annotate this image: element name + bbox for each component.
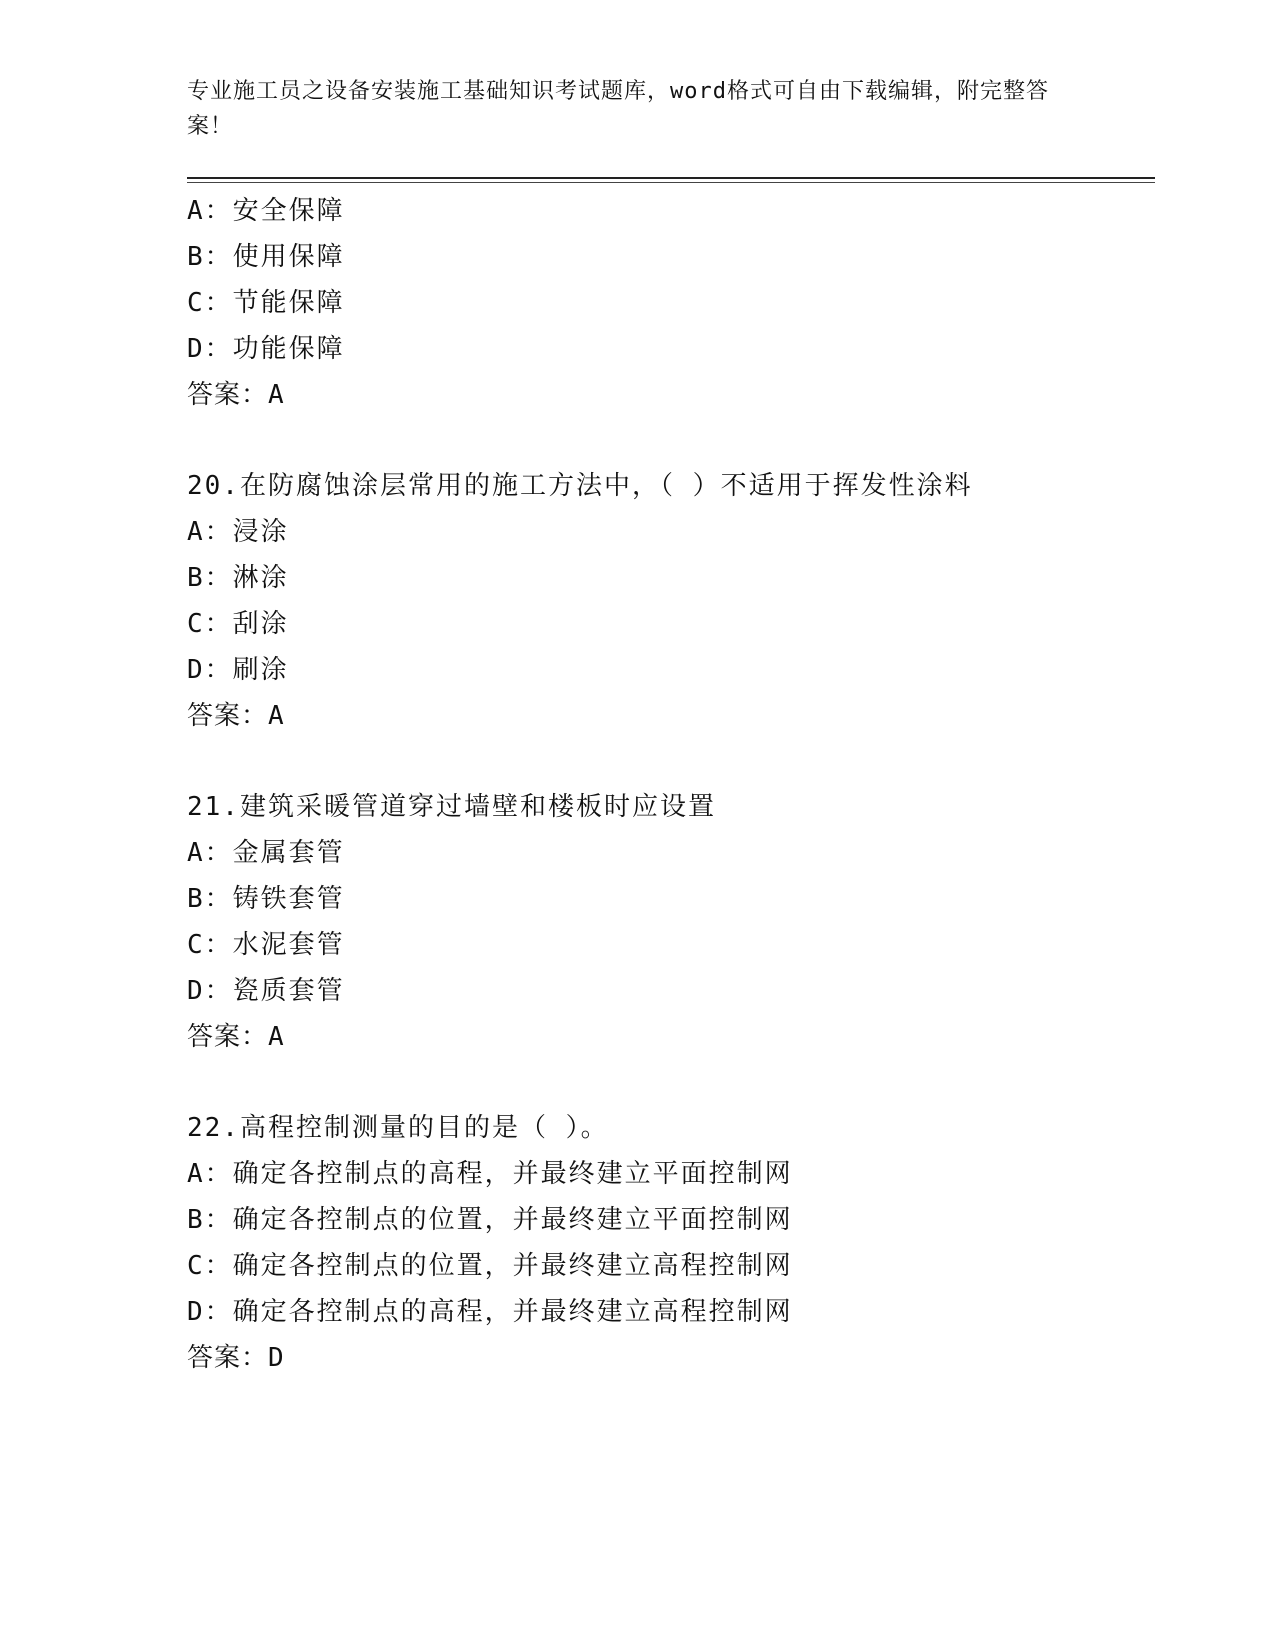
spacer [187, 1060, 1155, 1105]
question-list [187, 188, 1155, 1381]
option-d: D：瓷质套管 [187, 976, 345, 1006]
option-d: D：确定各控制点的高程，并最终建立高程控制网 [187, 1297, 793, 1327]
option-c: C：刮涂 [187, 609, 289, 639]
option-d: D：功能保障 [187, 334, 345, 364]
option-b: B：淋涂 [187, 563, 289, 593]
option-a: A：浸涂 [187, 517, 289, 547]
header-divider-thin [187, 182, 1155, 183]
answer-line: 答案：D [187, 1343, 285, 1373]
option-a: A：金属套管 [187, 838, 345, 868]
spacer [187, 418, 1155, 463]
question-block-20 [187, 463, 1155, 739]
question-text: 20.在防腐蚀涂层常用的施工方法中，（ ）不适用于挥发性涂料 [187, 471, 973, 501]
answer-line: 答案：A [187, 380, 285, 410]
option-c: C：节能保障 [187, 288, 345, 318]
document-header: 专业施工员之设备安装施工基础知识考试题库，word格式可自由下载编辑，附完整答案！ [187, 79, 1049, 139]
spacer [187, 739, 1155, 784]
option-b: B：使用保障 [187, 242, 345, 272]
option-b: B：确定各控制点的位置，并最终建立平面控制网 [187, 1205, 793, 1235]
question-text: 22.高程控制测量的目的是（ ）。 [187, 1113, 609, 1143]
question-block-21 [187, 784, 1155, 1060]
option-b: B：铸铁套管 [187, 884, 345, 914]
option-d: D：刷涂 [187, 655, 289, 685]
option-a: A：安全保障 [187, 196, 345, 226]
option-c: C：水泥套管 [187, 930, 345, 960]
question-text: 21.建筑采暖管道穿过墙壁和楼板时应设置 [187, 792, 716, 822]
answer-line: 答案：A [187, 1022, 285, 1052]
answer-line: 答案：A [187, 701, 285, 731]
option-c: C：确定各控制点的位置，并最终建立高程控制网 [187, 1251, 793, 1281]
question-block-22 [187, 1105, 1155, 1381]
question-block-19 [187, 188, 1155, 418]
option-a: A：确定各控制点的高程，并最终建立平面控制网 [187, 1159, 793, 1189]
header-divider-thick [187, 177, 1155, 179]
